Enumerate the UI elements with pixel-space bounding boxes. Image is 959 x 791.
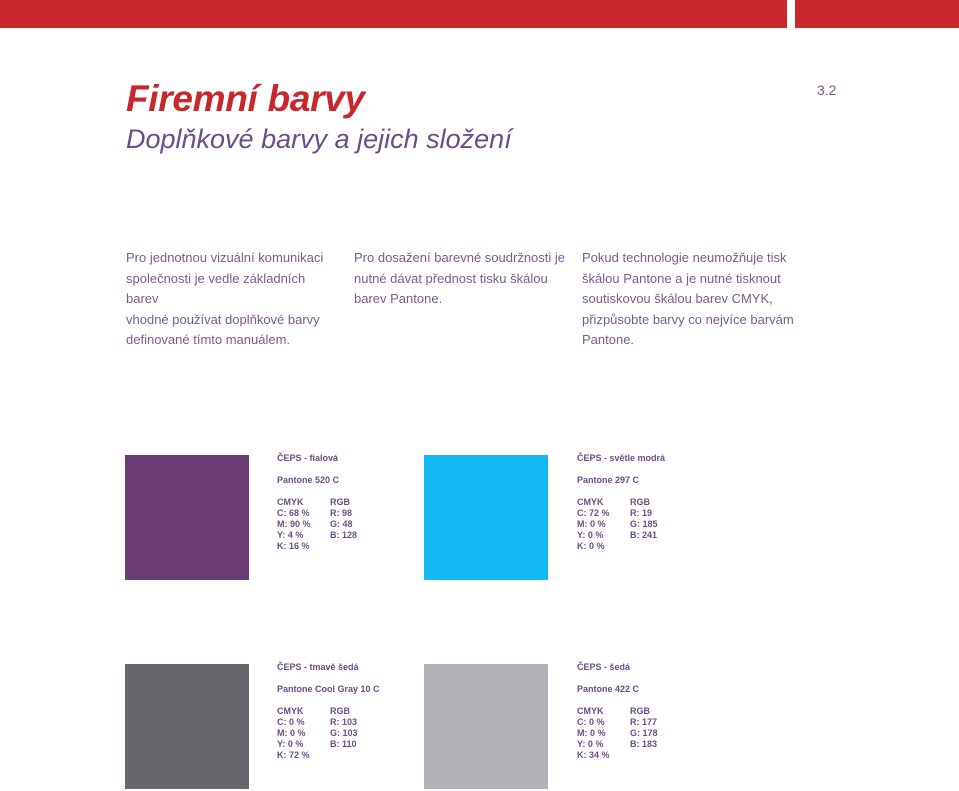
cmyk-values <box>277 706 330 761</box>
color-name: ČEPS - fialová <box>277 453 339 463</box>
cmyk-c: C: 72 % <box>577 508 610 518</box>
color-swatch-dark-gray <box>125 664 249 789</box>
cmyk-m: M: 0 % <box>577 728 606 738</box>
color-info-light-blue <box>577 453 665 552</box>
cmyk-m: M: 0 % <box>277 728 306 738</box>
rgb-label: RGB <box>330 497 350 507</box>
cmyk-y: Y: 0 % <box>277 739 304 749</box>
cmyk-values <box>577 497 630 552</box>
section-number: 3.2 <box>817 82 837 98</box>
rgb-values <box>630 706 658 761</box>
top-red-bar-right <box>795 0 959 28</box>
rgb-g: G: 178 <box>630 728 658 738</box>
rgb-b: B: 183 <box>630 739 658 749</box>
cmyk-label: CMYK <box>577 497 604 507</box>
top-red-bar <box>0 0 787 28</box>
color-name: ČEPS - světle modrá <box>577 453 666 463</box>
cmyk-y: Y: 0 % <box>577 739 604 749</box>
rgb-values <box>330 497 357 552</box>
rgb-b: B: 241 <box>630 530 658 540</box>
cmyk-m: M: 90 % <box>277 519 311 529</box>
pantone-code: Pantone 520 C <box>277 475 340 485</box>
rgb-values <box>630 497 658 552</box>
rgb-r: R: 98 <box>330 508 353 518</box>
page-subtitle: Doplňkové barvy a jejich složení <box>126 124 512 154</box>
intro-paragraph-1: Pro jednotnou vizuální komunikaci společnosti je vedle základních barev vhodné používat doplňkové barvy definované tímto manuálem. <box>126 250 324 347</box>
rgb-g: G: 185 <box>630 519 658 529</box>
pantone-code: Pantone Cool Gray 10 C <box>277 684 380 694</box>
rgb-b: B: 128 <box>330 530 358 540</box>
cmyk-y: Y: 4 % <box>277 530 304 540</box>
rgb-label: RGB <box>630 497 650 507</box>
color-values <box>577 706 658 761</box>
cmyk-label: CMYK <box>277 706 304 716</box>
pantone-code: Pantone 297 C <box>577 475 640 485</box>
color-swatch-gray <box>424 664 548 789</box>
rgb-r: R: 103 <box>330 717 358 727</box>
color-info-dark-gray <box>277 662 380 761</box>
color-values <box>577 497 665 552</box>
rgb-b: B: 110 <box>330 739 357 749</box>
pantone-code: Pantone 422 C <box>577 684 640 694</box>
color-name: ČEPS - šedá <box>577 662 631 672</box>
color-values <box>277 706 380 761</box>
cmyk-k: K: 16 % <box>277 541 310 551</box>
rgb-g: G: 103 <box>330 728 358 738</box>
color-swatch-light-blue <box>424 455 548 580</box>
rgb-r: R: 19 <box>630 508 653 518</box>
rgb-g: G: 48 <box>330 519 353 529</box>
color-info-violet <box>277 453 357 552</box>
cmyk-c: C: 0 % <box>577 717 605 727</box>
rgb-r: R: 177 <box>630 717 658 727</box>
intro-paragraph-2: Pro dosažení barevné soudržnosti je nutné dávat přednost tisku škálou barev Pantone. <box>354 250 566 306</box>
cmyk-y: Y: 0 % <box>577 530 604 540</box>
cmyk-m: M: 0 % <box>577 519 606 529</box>
cmyk-k: K: 72 % <box>277 750 310 760</box>
color-name: ČEPS - tmavě šedá <box>277 662 359 672</box>
cmyk-k: K: 34 % <box>577 750 610 760</box>
rgb-values <box>330 706 358 761</box>
cmyk-label: CMYK <box>577 706 604 716</box>
color-info-gray <box>577 662 658 761</box>
rgb-label: RGB <box>630 706 650 716</box>
intro-paragraph-3: Pokud technologie neumožňuje tisk škálou Pantone a je nutné tisknout soutiskovou škálou barev CMYK, přizpůsobte barvy co nejvíce barvám Pantone. <box>582 250 794 347</box>
cmyk-c: C: 68 % <box>277 508 310 518</box>
cmyk-k: K: 0 % <box>577 541 605 551</box>
color-values <box>277 497 357 552</box>
rgb-label: RGB <box>330 706 350 716</box>
cmyk-label: CMYK <box>277 497 304 507</box>
page-title: Firemní barvy <box>126 78 365 119</box>
color-swatch-violet <box>125 455 249 580</box>
cmyk-values <box>577 706 630 761</box>
cmyk-values <box>277 497 330 552</box>
cmyk-c: C: 0 % <box>277 717 305 727</box>
